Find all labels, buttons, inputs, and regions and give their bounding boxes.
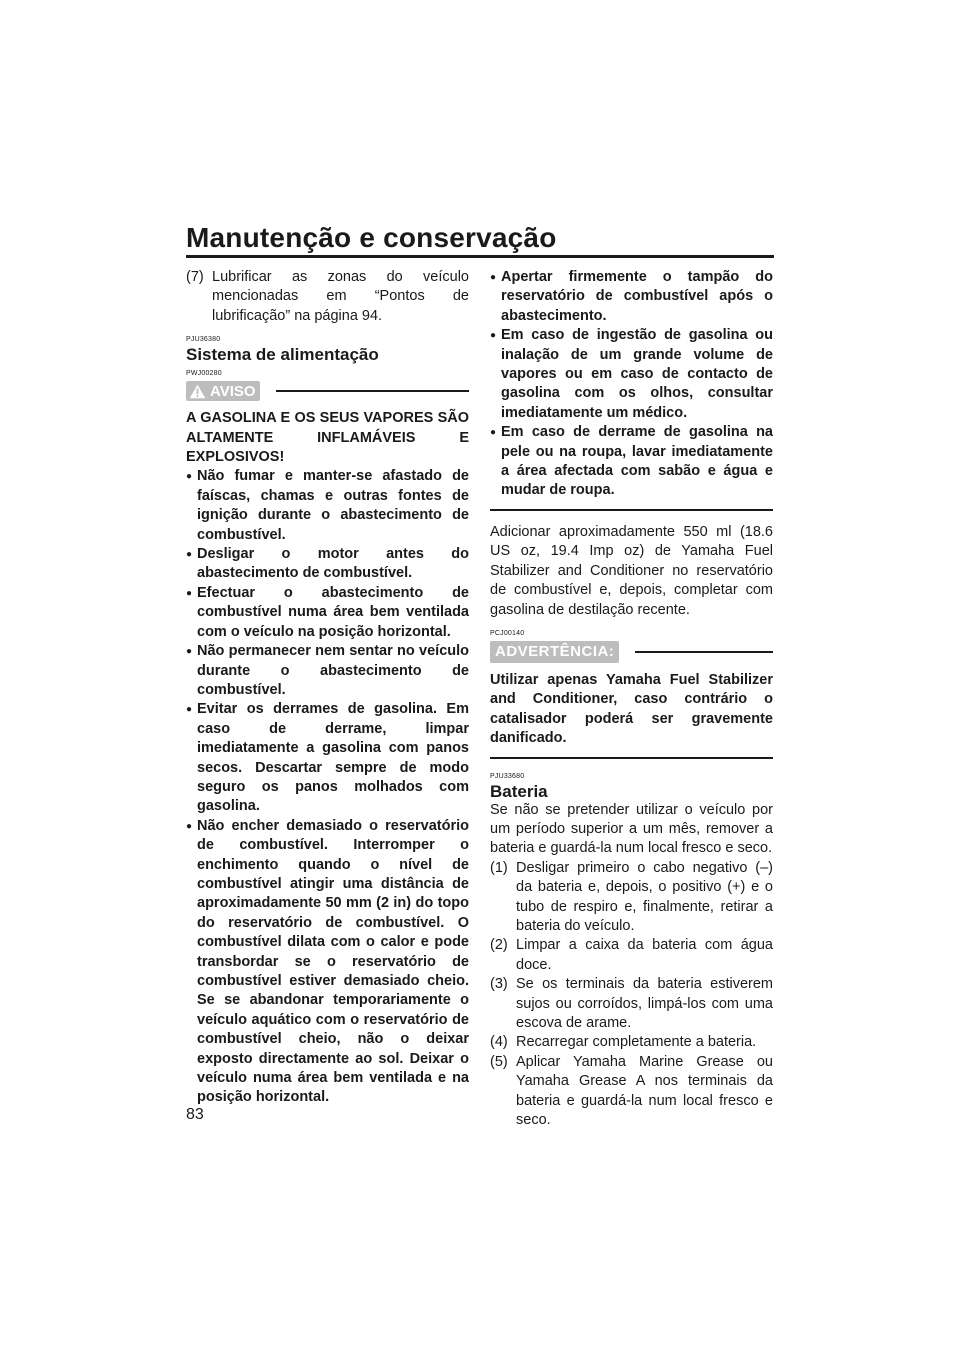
bullet-dot-icon: ● [186, 704, 193, 716]
bullet-dot-icon: ● [186, 587, 193, 599]
caution-badge: ADVERTÊNCIA: [490, 641, 619, 663]
caution-end-rule [490, 757, 773, 759]
warning-end-rule [490, 509, 773, 511]
warning-badge [186, 381, 260, 401]
page-title: Manutenção e conservação [186, 222, 557, 253]
section-code: PJU33680 [490, 772, 525, 780]
warning-bullet: ● Em caso de derrame de gasolina na pele ou na roupa, lavar imediatamente a área afectada com sabão e água e mudar de roupa. [490, 423, 773, 501]
warning-bullet: ● Não encher demasiado o reservatório de combustível. Interromper o enchimento quando o nível de combustível atingir uma distância de aproximadamente 50 mm (2 in) do topo do reservatório de combustível. O combustível dilata com o calor e pode transbordar se o reservatório de combustível estiver demasiado cheio. Se se abandonar temporariamente o veículo aquático com o reservatório de combustível cheio, não o deixar exposto directamente ao sol. Deixar o veículo numa área bem ventilada e na posição horizontal. [186, 817, 469, 1108]
bullet-dot-icon: ● [490, 427, 497, 439]
caution-code: PCJ00140 [490, 629, 525, 637]
caution-header [490, 641, 773, 663]
section-heading-fuel: Sistema de alimentação [186, 345, 379, 365]
battery-step: (2) Limpar a caixa da bateria com água doce. [490, 937, 773, 973]
bullet-dot-icon: ● [186, 820, 193, 832]
caution-text: Utilizar apenas Yamaha Fuel Stabilizer and Conditioner, caso contrário o catalisador poderá ser gravemente danificado. [490, 671, 773, 747]
warning-bullet: ● Desligar o motor antes do abastecimento de combustível. [186, 545, 469, 584]
section-heading-battery: Bateria [490, 781, 548, 801]
right-column [490, 268, 773, 1130]
warning-bullet: ● Não permanecer nem sentar no veículo durante o abastecimento de combustível. [186, 642, 469, 700]
bullet-dot-icon: ● [490, 330, 497, 342]
warning-label: AVISO [210, 382, 256, 400]
battery-step: (5) Aplicar Yamaha Marine Grease ou Yamaha Grease A nos terminais da bateria e guardá-la num local fresco e seco. [490, 1053, 773, 1129]
section-code: PJU36380 [186, 336, 221, 344]
left-column [186, 268, 469, 1108]
bullet-dot-icon: ● [490, 272, 497, 283]
warning-header [186, 381, 469, 401]
step-text: Lubrificar as zonas do veículo mencionadas em “Pontos de lubrificação” na página 94. [212, 269, 469, 324]
bullet-dot-icon: ● [186, 646, 193, 658]
warning-bullet: ● Evitar os derrames de gasolina. Em caso de derrame, limpar imediatamente a gasolina com panos secos. Descartar sempre de modo seguro os panos molhados com gasolina. [186, 700, 469, 816]
battery-step: (4) Recarregar completamente a bateria. [490, 1034, 757, 1051]
warning-triangle-icon [189, 384, 206, 399]
warning-rule [276, 390, 469, 392]
warning-intro: A GASOLINA E OS SEUS VAPORES SÃO ALTAMENTE INFLAMÁVEIS E EXPLOSIVOS! [186, 410, 469, 466]
warning-code: PWJ00280 [186, 370, 222, 378]
bullet-dot-icon: ● [186, 471, 193, 483]
title-rule [186, 255, 774, 258]
warning-bullet: ● Não fumar e manter-se afastado de faíscas, chamas e outras fontes de ignição durante o abastecimento de combustível. [186, 467, 469, 545]
page-number: 83 [186, 1106, 204, 1123]
battery-step: (3) Se os terminais da bateria estiverem sujos ou corroídos, limpá-los com uma escova de arame. [490, 976, 773, 1031]
step-number: (7) [186, 269, 204, 285]
warning-bullet: ● Em caso de ingestão de gasolina ou inalação de um grande volume de vapores ou em caso de contacto de gasolina com os olhos, consultar imediatamente um médico. [490, 326, 773, 423]
bullet-dot-icon: ● [186, 549, 193, 561]
warning-bullet: ● Efectuar o abastecimento de combustível numa área bem ventilada com o veículo na posição horizontal. [186, 584, 469, 642]
stabilizer-paragraph: Adicionar aproximadamente 550 ml (18.6 US oz, 19.4 Imp oz) de Yamaha Fuel Stabilizer and Conditioner no reservatório de combustível e, depois, completar com gasolina de destilação recente. [490, 523, 773, 618]
step-7 [186, 268, 469, 326]
battery-step: (1) Desligar primeiro o cabo negativo (–) da bateria e, depois, o positivo (+) e o tubo de respiro e, finalmente, retirar a bateria do veículo. [490, 859, 773, 934]
warning-bullet: ● Apertar firmemente o tampão do reservatório de combustível após o abastecimento. [490, 268, 773, 326]
battery-intro: Se não se pretender utilizar o veículo por um período superior a um mês, remover a bateria e guardá-la num local fresco e seco. [490, 801, 773, 857]
caution-rule [635, 651, 773, 653]
